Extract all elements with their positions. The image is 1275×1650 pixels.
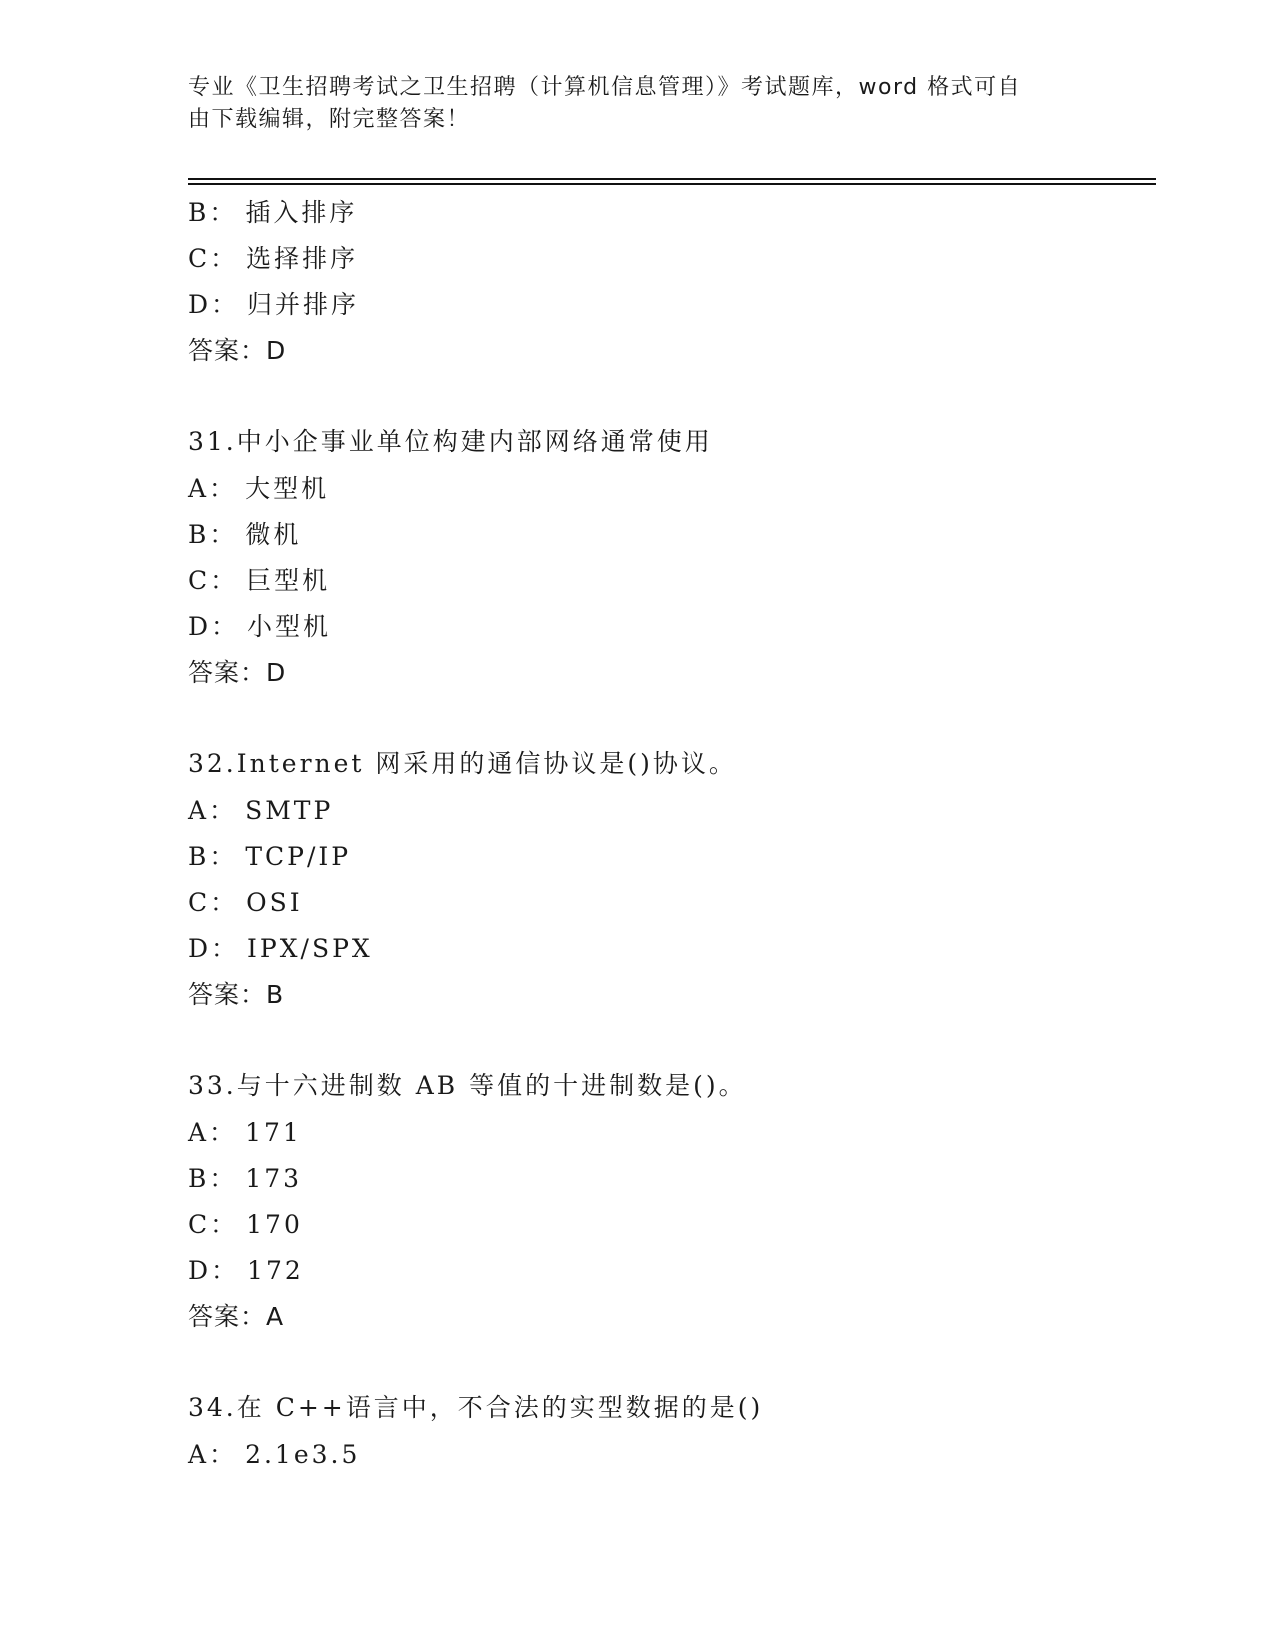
answer-option [188, 466, 1156, 512]
option-letter: C： [188, 566, 239, 595]
question-text: 32.Internet 网采用的通信协议是()协议。 [188, 749, 737, 778]
block-spacer [188, 374, 1156, 418]
option-letter: A： [188, 1440, 238, 1469]
answer-option [188, 880, 1156, 926]
answer-option [188, 190, 1156, 236]
answer-key: 答案：B [188, 980, 285, 1009]
option-letter: B： [188, 1164, 238, 1193]
question-block [188, 740, 1156, 1018]
option-letter: B： [188, 842, 238, 871]
option-text: 大型机 [245, 474, 330, 503]
answer-option [188, 926, 1156, 972]
block-spacer [188, 1018, 1156, 1062]
answer-option [188, 1110, 1156, 1156]
option-letter: C： [188, 244, 239, 273]
option-text: 选择排序 [246, 244, 359, 273]
option-text: 172 [247, 1256, 304, 1285]
question-text: 33.与十六进制数 AB 等值的十进制数是()。 [188, 1071, 747, 1100]
option-text: 小型机 [247, 612, 332, 641]
block-spacer [188, 1340, 1156, 1384]
block-spacer [188, 696, 1156, 740]
option-letter: A： [188, 474, 238, 503]
option-text: 173 [245, 1164, 303, 1193]
option-letter: D： [188, 290, 240, 319]
answer-key: 答案：D [188, 658, 287, 687]
question-block [188, 190, 1156, 374]
header-rule-top [188, 178, 1156, 180]
option-text: SMTP [245, 796, 334, 825]
answer-option [188, 1432, 1156, 1478]
answer-key: 答案：D [188, 336, 287, 365]
header-line-1: 专业《卫生招聘考试之卫生招聘（计算机信息管理）》考试题库，word 格式可自 [188, 75, 1022, 100]
option-letter: C： [188, 1210, 239, 1239]
header-rule-bottom [188, 183, 1156, 185]
option-text: 微机 [245, 520, 302, 549]
option-letter: D： [188, 1256, 240, 1285]
answer-option [188, 282, 1156, 328]
option-text: 巨型机 [246, 566, 331, 595]
answer-key: 答案：A [188, 1302, 285, 1331]
question-list [188, 190, 1156, 1478]
option-text: TCP/IP [245, 842, 352, 871]
option-letter: B： [188, 198, 238, 227]
answer-option [188, 558, 1156, 604]
answer-option [188, 1248, 1156, 1294]
option-letter: D： [188, 612, 240, 641]
option-text: IPX/SPX [247, 934, 373, 963]
answer-option [188, 1202, 1156, 1248]
option-letter: D： [188, 934, 240, 963]
option-text: 归并排序 [247, 290, 360, 319]
option-letter: B： [188, 520, 238, 549]
question-block [188, 1384, 1156, 1478]
option-letter: A： [188, 1118, 238, 1147]
option-text: 2.1e3.5 [245, 1440, 361, 1469]
option-letter: A： [188, 796, 238, 825]
answer-option [188, 236, 1156, 282]
option-letter: C： [188, 888, 239, 917]
answer-option [188, 788, 1156, 834]
answer-option [188, 834, 1156, 880]
document-header [188, 72, 1068, 136]
option-text: OSI [246, 888, 303, 917]
answer-option [188, 512, 1156, 558]
answer-option [188, 604, 1156, 650]
question-block [188, 1062, 1156, 1340]
answer-option [188, 1156, 1156, 1202]
option-text: 171 [245, 1118, 302, 1147]
question-text: 34.在 C++语言中，不合法的实型数据的是() [188, 1393, 764, 1422]
option-text: 170 [246, 1210, 303, 1239]
option-text: 插入排序 [245, 198, 358, 227]
question-text: 31.中小企事业单位构建内部网络通常使用 [188, 427, 713, 456]
question-block [188, 418, 1156, 696]
header-line-2: 由下载编辑，附完整答案！ [188, 107, 471, 132]
